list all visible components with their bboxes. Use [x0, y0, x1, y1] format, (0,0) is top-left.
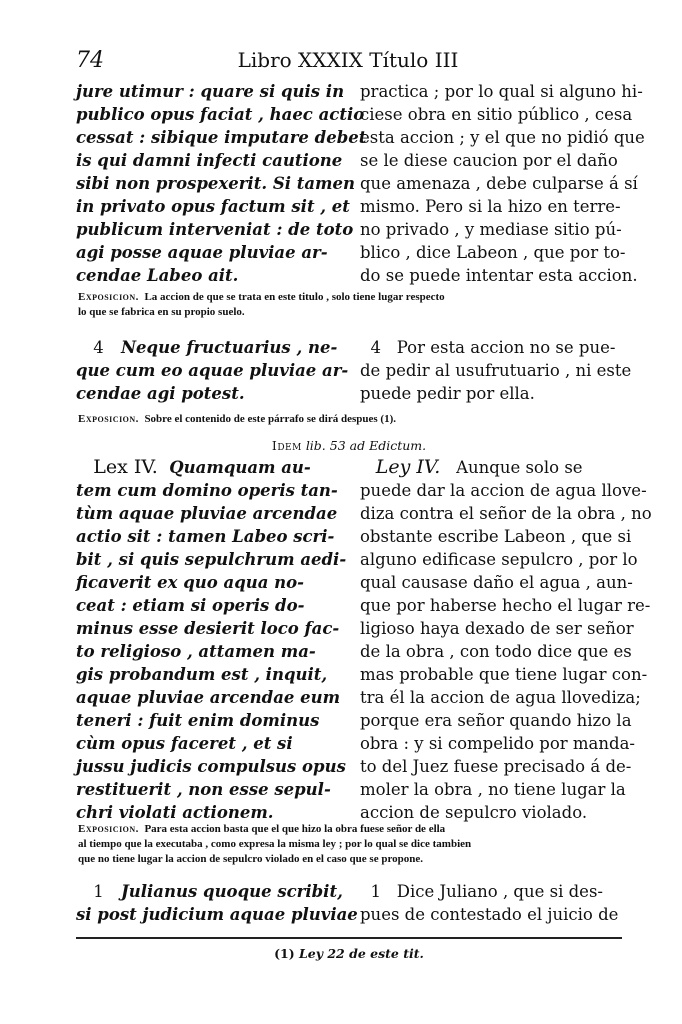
paragraph-number: 4	[370, 338, 381, 357]
spanish-line: puede dar la accion de agua llove-	[360, 481, 647, 500]
spanish-column	[360, 336, 632, 405]
latin-line: gis probandum est , inquit,	[76, 665, 328, 684]
spanish-line: accion de sepulcro violado.	[360, 803, 588, 822]
spanish-line: diza contra el señor de la obra , no	[360, 504, 652, 523]
latin-line: actio sit : tamen Labeo scri-	[76, 527, 335, 546]
paragraph-block-1	[76, 80, 645, 287]
latin-line: cendae Labeo ait.	[76, 266, 239, 285]
exposicion-label: Exposicion.	[78, 823, 139, 835]
latin-line: sibi non prospexerit. Si tamen	[76, 174, 356, 193]
exposicion-text: al tiempo que la executaba , como expresa la misma ley ; por lo qual se dice tambien	[78, 838, 472, 850]
latin-line: jure utimur : quare si quis in	[76, 82, 345, 101]
footnote-text: Ley 22 de este tit.	[299, 946, 424, 961]
paragraph-number: 1	[370, 882, 381, 901]
spanish-line: tra él la accion de agua llovediza;	[360, 688, 641, 707]
latin-line: is qui damni infecti cautione	[76, 151, 343, 170]
spanish-line: alguno edificase sepulcro , por lo	[360, 550, 638, 569]
latin-line: Neque fructuarius , ne-	[120, 338, 338, 357]
latin-line: agi posse aquae pluviae ar-	[76, 243, 328, 262]
paragraph-number: 1	[93, 882, 104, 901]
exposicion-label: Exposicion.	[78, 291, 139, 303]
spanish-line: ligioso haya dexado de ser señor	[360, 619, 634, 638]
latin-line: cessat : sibique imputare debet	[76, 128, 367, 147]
footnote-mark: (1)	[274, 946, 295, 961]
paragraph-number: 4	[93, 338, 104, 357]
latin-line: aquae pluviae arcendae eum	[76, 688, 341, 707]
latin-line: tem cum domino operis tan-	[76, 481, 338, 500]
spanish-line: to del Juez fuese precisado á de-	[360, 757, 632, 776]
spanish-line: de la obra , con todo dice que es	[360, 642, 632, 661]
page-number: 74	[76, 48, 104, 73]
exposicion-note-1	[78, 290, 622, 320]
latin-line: restituerit , non esse sepul-	[76, 780, 331, 799]
latin-line: bit , si quis sepulchrum aedi-	[76, 550, 347, 569]
latin-line: to religioso , attamen ma-	[76, 642, 316, 661]
latin-line: chri violati actionem.	[76, 803, 274, 822]
latin-line: in privato opus factum sit , et	[76, 197, 350, 216]
spanish-line: mas probable que tiene lugar con-	[360, 665, 648, 684]
paragraph-block-4	[76, 880, 622, 926]
spanish-line: que amenaza , debe culparse á sí	[360, 174, 638, 193]
running-title: Libro XXXIX Título III	[237, 48, 459, 72]
spanish-line: do se puede intentar esta accion.	[360, 266, 638, 285]
latin-line: Quamquam au-	[169, 458, 311, 477]
spanish-line: porque era señor quando hizo la	[360, 711, 632, 730]
spanish-line: obstante escribe Labeon , que si	[360, 527, 632, 546]
latin-line: jussu judicis compulsus opus	[76, 757, 346, 776]
source-work: ad Edictum.	[349, 438, 427, 453]
spanish-line: ciese obra en sitio público , cesa	[360, 105, 633, 124]
exposicion-text: La accion de que se trata en este titulo , solo tiene lugar respecto	[144, 291, 445, 303]
source-author: Idem	[271, 438, 302, 453]
latin-column	[76, 336, 349, 405]
exposicion-note-3	[78, 822, 622, 867]
law-heading: Ley IV.	[375, 456, 441, 478]
exposicion-note-2	[78, 412, 622, 427]
spanish-column	[360, 456, 652, 824]
latin-line: que cum eo aquae pluviae ar-	[76, 361, 349, 380]
exposicion-text: que no tiene lugar la accion de sepulcro violado en el caso que se propone.	[78, 853, 423, 865]
exposicion-text: Sobre el contenido de este párrafo se dirá despues (1).	[144, 413, 396, 425]
spanish-line: no privado , y mediase sitio pú-	[360, 220, 622, 239]
spanish-line: Aunque solo se	[456, 458, 583, 477]
latin-line: cendae agi potest.	[76, 384, 245, 403]
exposicion-label: Exposicion.	[78, 413, 139, 425]
spanish-line: blico , dice Labeon , que por to-	[360, 243, 626, 262]
latin-line: ficaverit ex quo aqua no-	[76, 573, 305, 592]
law-heading: Lex IV.	[93, 456, 158, 478]
spanish-line: de pedir al usufrutuario , ni este	[360, 361, 632, 380]
source-citation	[76, 438, 622, 453]
spanish-column	[360, 80, 645, 287]
latin-line: cùm opus faceret , et si	[76, 734, 293, 753]
latin-line: ceat : etiam si operis do-	[76, 596, 305, 615]
spanish-column	[360, 880, 622, 926]
page-header	[76, 48, 620, 78]
latin-line: si post judicium aquae pluviae	[76, 905, 358, 924]
latin-line: minus esse desierit loco fac-	[76, 619, 340, 638]
spanish-line: puede pedir por ella.	[360, 384, 535, 403]
spanish-line: pues de contestado el juicio de	[360, 905, 619, 924]
paragraph-block-3	[76, 456, 652, 824]
spanish-line: practica ; por lo qual si alguno hi-	[360, 82, 643, 101]
latin-column	[76, 880, 358, 926]
exposicion-text: Para esta accion basta que el que hizo la obra fuese señor de ella	[144, 823, 446, 835]
footnote	[76, 946, 622, 961]
spanish-line: que por haberse hecho el lugar re-	[360, 596, 651, 615]
spanish-line: Por esta accion no se pue-	[396, 338, 616, 357]
latin-line: publicum interveniat : de toto	[76, 220, 354, 239]
latin-line: Julianus quoque scribit,	[120, 882, 343, 901]
spanish-line: mismo. Pero si la hizo en terre-	[360, 197, 621, 216]
spanish-line: se le diese caucion por el daño	[360, 151, 618, 170]
spanish-line: qual causase daño el agua , aun-	[360, 573, 633, 592]
latin-line: teneri : fuit enim dominus	[76, 711, 320, 730]
paragraph-block-2	[76, 336, 632, 405]
spanish-line: Dice Juliano , que si des-	[396, 882, 603, 901]
spanish-line: moler la obra , no tiene lugar la	[360, 780, 626, 799]
latin-column	[76, 80, 367, 287]
spanish-line: obra : y si compelido por manda-	[360, 734, 635, 753]
exposicion-text: lo que se fabrica en su propio suelo.	[78, 306, 245, 318]
footnote-rule	[76, 937, 622, 939]
spanish-line: esta accion ; y el que no pidió que	[360, 128, 645, 147]
source-lib: lib. 53	[305, 438, 346, 453]
latin-line: tùm aquae pluviae arcendae	[76, 504, 338, 523]
latin-column	[76, 456, 347, 824]
latin-line: publico opus faciat , haec actio	[76, 105, 365, 124]
